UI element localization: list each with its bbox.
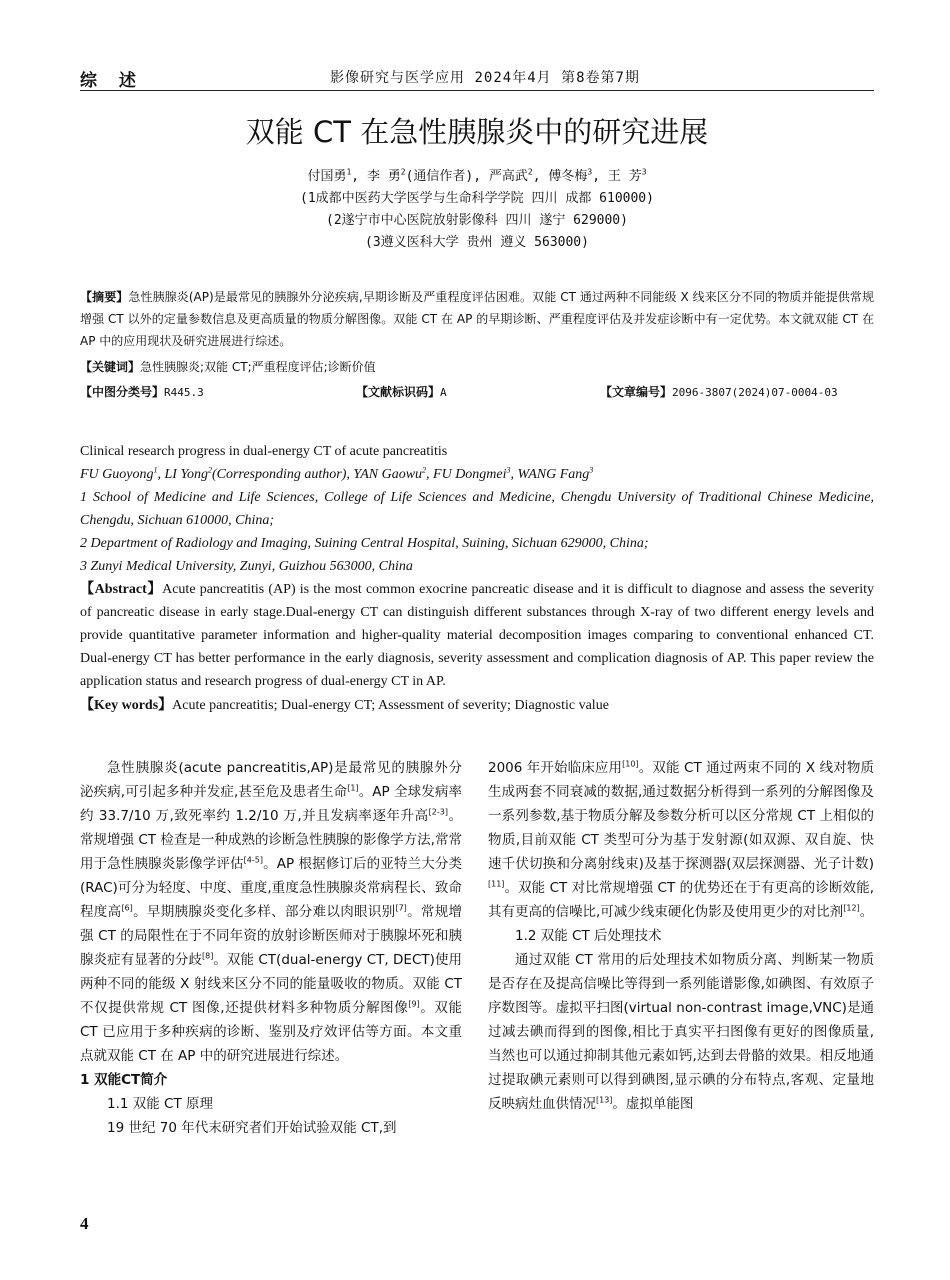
clc-number bbox=[80, 381, 204, 404]
author-affiliation-mark: 1 bbox=[346, 167, 352, 177]
author-affiliation-mark: 2 bbox=[207, 465, 212, 475]
art-value: 2096-3807(2024)07-0004-03 bbox=[672, 386, 838, 399]
english-affiliation-2: 2 Department of Radiology and Imaging, Suining Central Hospital, Suining, Sichuan 629000, China; bbox=[80, 536, 649, 551]
english-author: , FU Dongmei bbox=[426, 467, 507, 482]
body-column-left bbox=[80, 756, 462, 1140]
english-affiliation-3: 3 Zunyi Medical University, Zunyi, Guizhou 563000, China bbox=[80, 559, 413, 574]
keywords-tag: 【关键词】 bbox=[80, 360, 141, 374]
author-affiliation-mark: 3 bbox=[641, 167, 647, 177]
english-abstract-text: Acute pancreatitis (AP) is the most common exocrine pancreatic disease and it is difficult to diagnose and assess the severity of pancreatic disease in early stage.Dual-energy CT can distinguish different substances through X-ray of two different energy levels and provide quantitative parameter information and higher-quality material decomposition images comparing to conventional enhanced CT. Dual-energy CT has better performance in the early diagnosis, severity assessment and complication diagnosis of AP. This paper review the application status and research progress of dual-energy CT in AP. bbox=[80, 582, 874, 689]
subsection-heading: 1.1 双能 CT 原理 bbox=[107, 1096, 214, 1112]
document-code bbox=[356, 381, 447, 404]
english-keywords-tag: 【Key words】 bbox=[80, 698, 173, 713]
abstract-chinese bbox=[80, 286, 874, 352]
body-paragraph: 19 世纪 70 年代末研究者们开始试验双能 CT,到 bbox=[107, 1120, 397, 1136]
author-affiliation-mark: 3 bbox=[589, 465, 594, 475]
art-tag: 【文章编号】 bbox=[600, 385, 673, 399]
author-name: 李 勇 bbox=[366, 169, 401, 184]
author-list: 付国勇$^1$, 李 勇$^2$(通信作者), 严高武$^2$, 傅冬梅$^3$, 王 芳$^3$ bbox=[307, 167, 647, 184]
body-paragraph: 2006 年开始临床应用[10]。双能 CT 通过两束不同的 X 线对物质生成两套不同衰减的数据,通过数据分析得到一系列的分解图像及一系列参数,基于物质分解及参数分析可以区分常规 CT 上相似的物质,目前双能 CT 类型可分为基于发射源(如双源、双自旋、快速千伏切换和分离射线束)及基于探测器(双层探测器、光子计数)[11]。双能 CT 对比常规增强 CT 的优势还在于有更高的诊断效能,其有更高的信噪比,可减少线束硬化伪影及使用更少的对比剂[12]。 bbox=[488, 759, 874, 920]
english-affiliation-1: 1 School of Medicine and Life Sciences, College of Life Sciences and Medicine, Chengdu University of Traditional Chinese Medicine, Chengdu, Sichuan 610000, China; bbox=[80, 490, 874, 528]
author-affiliation-mark: 1 bbox=[153, 465, 158, 475]
english-author: , LI Yong bbox=[157, 467, 208, 482]
corresponding-note: (通信作者) bbox=[405, 169, 474, 184]
clc-tag: 【中图分类号】 bbox=[80, 385, 165, 399]
english-abstract-tag: 【Abstract】 bbox=[80, 582, 163, 597]
keywords-chinese bbox=[80, 356, 874, 378]
clc-value: R445.3 bbox=[164, 386, 204, 399]
author-name: 傅冬梅 bbox=[548, 169, 588, 184]
doc-tag: 【文献标识码】 bbox=[356, 385, 441, 399]
affiliation-3: (3遵义医科大学 贵州 遵义 563000) bbox=[365, 235, 589, 250]
affiliation-2: (2遂宁市中心医院放射影像科 四川 遂宁 629000) bbox=[326, 213, 628, 228]
english-keywords bbox=[80, 694, 874, 717]
subsection-heading: 1.2 双能 CT 后处理技术 bbox=[515, 928, 662, 944]
author-affiliation-mark: 2 bbox=[527, 167, 533, 177]
body-paragraph: 通过双能 CT 常用的后处理技术如物质分离、判断某一物质是否存在及提高信噪比等得到一系列能谱影像,如碘图、有效原子序数图等。虚拟平扫图(virtual non-contrast image,VNC)是通过减去碘而得到的图像,相比于真实平扫图像有更好的图像质量,当然也可以通过抑制其他元素如钙,达到去骨骼的效果。相反地通过提取碘元素则可以得到碘图,显示碘的分布特点,客观、定量地反映病灶血供情况[13]。虚拟单能图 bbox=[488, 952, 874, 1112]
author-affiliation-mark: 3 bbox=[506, 465, 511, 475]
abstract-text: 急性胰腺炎(AP)是最常见的胰腺外分泌疾病,早期诊断及严重程度评估困难。双能 CT 通过两种不同能级 X 线来区分不同的物质并能提供常规增强 CT 以外的定量参数信息及更高质量的物质分解图像。双能 CT 在 AP 的早期诊断、严重程度评估及并发症诊断中有一定优势。本文就双能 CT 在 AP 中的应用现状及研究进展进行综述。 bbox=[80, 290, 874, 348]
abstract-tag: 【摘要】 bbox=[80, 290, 129, 304]
english-authors bbox=[80, 463, 874, 486]
author-name: 付国勇 bbox=[307, 169, 347, 184]
english-author: (Corresponding author), YAN Gaowu bbox=[211, 467, 423, 482]
english-abstract bbox=[80, 578, 874, 693]
author-name: 王 芳 bbox=[607, 169, 642, 184]
doc-value: A bbox=[440, 386, 447, 399]
english-title: Clinical research progress in dual-energy CT of acute pancreatitis bbox=[80, 444, 448, 459]
section-heading: 1 双能CT简介 bbox=[80, 1072, 168, 1088]
paper-title: 双能 CT 在急性胰腺炎中的研究进展 bbox=[245, 115, 709, 149]
header-rule bbox=[80, 90, 874, 91]
section-label: 综 述 bbox=[80, 71, 144, 91]
keywords-text: 急性胰腺炎;双能 CT;严重程度评估;诊断价值 bbox=[140, 360, 376, 374]
author-affiliation-mark: 3 bbox=[587, 167, 593, 177]
author-affiliation-mark: 2 bbox=[422, 465, 427, 475]
page-number: 4 bbox=[80, 1214, 89, 1233]
journal-header: 影像研究与医学应用 2024年4月 第8卷第7期 bbox=[330, 70, 640, 86]
author-affiliation-mark: 2 bbox=[400, 167, 406, 177]
article-number bbox=[600, 381, 838, 404]
affiliation-1: (1成都中医药大学医学与生命科学学院 四川 成都 610000) bbox=[300, 191, 654, 206]
english-keywords-text: Acute pancreatitis; Dual-energy CT; Assessment of severity; Diagnostic value bbox=[172, 698, 609, 713]
author-name: 严高武 bbox=[488, 169, 528, 184]
classification-row bbox=[80, 381, 874, 403]
english-author: FU Guoyong bbox=[80, 467, 154, 482]
english-author: , WANG Fang bbox=[510, 467, 590, 482]
body-column-right bbox=[488, 756, 874, 1116]
body-paragraph: 急性胰腺炎(acute pancreatitis,AP)是最常见的胰腺外分泌疾病,可引起多种并发症,甚至危及患者生命[1]。AP 全球发病率约 33.7/10 万,致死率约 1.2/10 万,并且发病率逐年升高[2-3]。常规增强 CT 检查是一种成熟的诊断急性胰腺的影像学方法,常常用于急性胰腺炎影像学评估[4-5]。AP 根据修订后的亚特兰大分类(RAC)可分为轻度、中度、重度,重度急性胰腺炎常病程长、致命程度高[6]。早期胰腺炎变化多样、部分难以肉眼识别[7]。常规增强 CT 的局限性在于不同年资的放射诊断医师对于胰腺坏死和胰腺炎症有显著的分歧[8]。双能 CT(dual-energy CT, DECT)使用两种不同的能级 X 射线来区分不同的能量吸收的物质。双能 CT 不仅提供常规 CT 图像,还提供材料多种物质分解图像[9]。双能 CT 已应用于多种疾病的诊断、鉴别及疗效评估等方面。本文重点就双能 CT 在 AP 中的研究进展进行综述。 bbox=[80, 760, 463, 1064]
